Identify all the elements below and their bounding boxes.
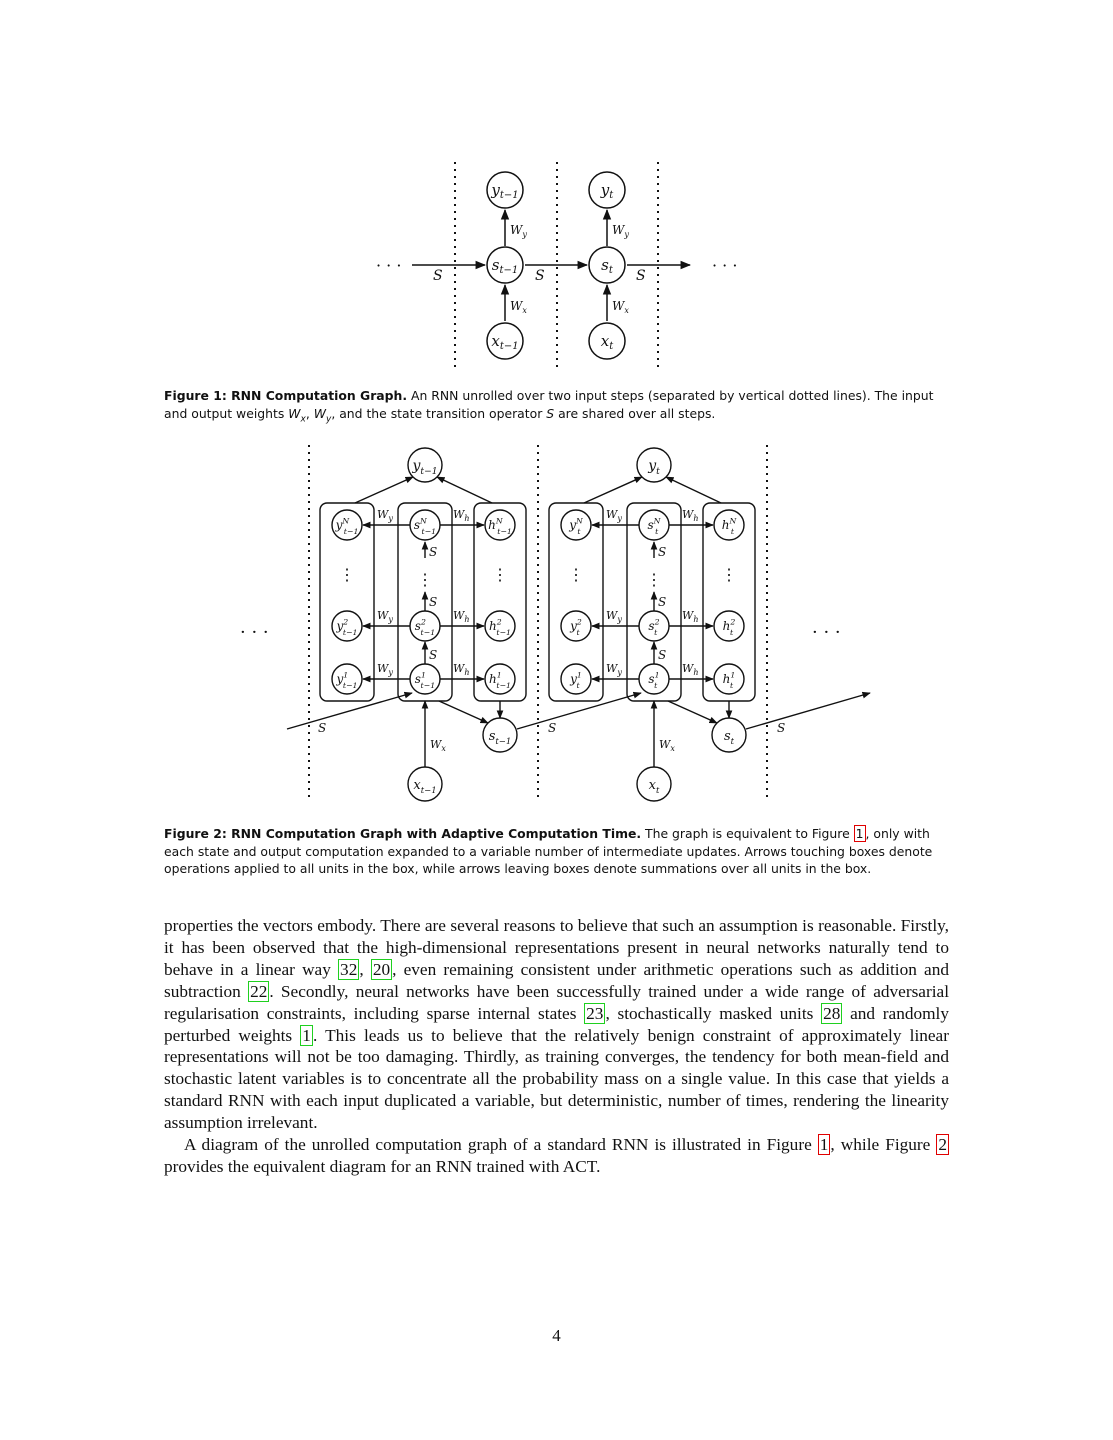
weight-wx-prev: $W_x$ (510, 299, 527, 315)
label-sk: $s^2$ t−1 (414, 617, 436, 637)
weight-wy: $W_y$ (377, 508, 393, 523)
citation-22[interactable]: 22 (250, 981, 268, 1001)
caption-label: Figure 1: RNN Computation Graph. (164, 388, 408, 403)
transition-s: S (658, 595, 667, 609)
label-yk: $y^1$ t (570, 670, 582, 690)
transition-s-3: S (636, 268, 646, 284)
label-yk: $y^N$ t (569, 516, 583, 536)
citation-28[interactable]: 28 (823, 1003, 841, 1023)
transition-s-3: S (777, 721, 786, 735)
transition-arrow-in (287, 693, 412, 729)
label-yk: $y^2$ t−1 (336, 617, 358, 637)
ellipsis-left: · · · (240, 622, 269, 643)
label-x-cur: $x_t$ (600, 332, 614, 352)
vdots-y: ⋮ (568, 565, 584, 584)
label-hk: $h^N$ t−1 (488, 516, 512, 536)
transition-s-2: S (548, 721, 557, 735)
paragraph-1: properties the vectors embody. There are several reasons to believe that such an assumption is reasonable. Firstly, it has been observed that the high-dimensional representations present in neural networks naturally tend to behave in a linear way 32 , 20 , even remaining consistent under arithmetic operations such as addition and subtraction 22 . Secondly, neural networks have been successfully trained under a wide range of adversarial regularisation constraints, including sparse internal states 23 , stochastically masked units 28 and randomly perturbed weights 1 . This leads us to believe that the relatively benign constraint of approximately linear representations will not be too damaging. Thirdly, as training converges, the tendency for both mean-field and stochastic latent variables is to concentrate all the probability mass on a single value. In this case that yields a standard RNN with each input duplicated a variable, but deterministic, number of times, rendering the linearity assumption irrelevant. (164, 916, 950, 1133)
weight-wy-cur: $W_y$ (612, 223, 629, 239)
ellipsis-right: · · · (712, 256, 738, 275)
vdots-y: ⋮ (339, 565, 355, 584)
page-number: 4 (552, 1326, 561, 1345)
citation-23[interactable]: 23 (586, 1003, 604, 1023)
label-sk: $s^1$ t−1 (414, 670, 436, 690)
weight-wy: $W_y$ (377, 609, 393, 624)
weight-wx: $W_x$ (659, 738, 675, 753)
transition-s: S (658, 648, 667, 662)
weight-wh: $W_h$ (453, 508, 470, 523)
label-y-cur: $y_t$ (600, 181, 614, 201)
label-hk: $h^1$ t (722, 670, 736, 690)
transition-s: S (429, 595, 438, 609)
figure-1-link[interactable]: 1 (819, 1135, 829, 1155)
label-final-prev: $s_{t-1}$ (488, 729, 512, 746)
label-hk: $h^1$ t−1 (489, 670, 511, 690)
label-y-cur: $y_t$ (648, 458, 660, 478)
weight-wy: $W_y$ (377, 662, 393, 677)
ellipsis-right: · · · (812, 622, 841, 643)
weight-wy: $W_y$ (606, 508, 622, 523)
paragraph-2: A diagram of the unrolled computation graph of a standard RNN is illustrated in Figure 1 , while Figure 2 provides the equivalent diagram for an RNN trained with ACT. (164, 1135, 947, 1176)
weight-wh: $W_h$ (682, 508, 699, 523)
ellipsis-left: · · · (376, 256, 402, 275)
transition-arrow-mid (517, 693, 641, 729)
transition-s: S (429, 648, 438, 662)
label-hk: $h^2$ t−1 (489, 617, 511, 637)
weight-wy: $W_y$ (606, 662, 622, 677)
weight-wx: $W_x$ (430, 738, 446, 753)
citation-32[interactable]: 32 (340, 959, 358, 979)
transition-s: S (658, 545, 667, 559)
label-x-prev: $x_{t-1}$ (413, 778, 437, 795)
citation-20[interactable]: 20 (372, 959, 391, 979)
label-y-prev: $y_{t-1}$ (491, 181, 519, 201)
label-yk: $y^1$ t−1 (336, 670, 358, 690)
label-sk: $s^N$ t (647, 516, 661, 536)
label-sk: $s^N$ t−1 (413, 516, 437, 536)
label-s-prev: $s_{t-1}$ (491, 256, 519, 276)
label-s-cur: $s_t$ (601, 256, 613, 276)
vdots-s: ⋮ (646, 570, 662, 589)
label-x-prev: $x_{t-1}$ (491, 332, 519, 352)
transition-arrow-out (746, 693, 870, 729)
figure-1-caption: Figure 1: RNN Computation Graph. An RNN unrolled over two input steps (separated by vertical dotted lines). The input and output weights $W_x$, $W_y$, and the state transition operator S are shared over all steps. (164, 388, 934, 425)
label-yk: $y^N$ t−1 (335, 516, 359, 536)
weight-wx-cur: $W_x$ (612, 299, 629, 315)
body-text (164, 915, 949, 1178)
weight-wh: $W_h$ (453, 662, 470, 677)
weight-wh: $W_h$ (453, 609, 470, 624)
label-hk: $h^N$ t (721, 516, 737, 536)
caption-label: Figure 2: RNN Computation Graph with Adaptive Computation Time. (164, 826, 642, 841)
label-x-cur: $x_t$ (648, 778, 660, 795)
label-yk: $y^2$ t (570, 617, 582, 637)
figure-2-caption: Figure 2: RNN Computation Graph with Adaptive Computation Time. The graph is equivalent to Figure 1 , only with each state and output computation expanded to a variable number of intermediate updates. Arrows touching boxes denote operations applied to all units in the box, while arrows leaving boxes denote summations over all units in the box. (164, 826, 933, 877)
label-hk: $h^2$ t (722, 617, 736, 637)
label-sk: $s^1$ t (648, 670, 660, 690)
vdots-s: ⋮ (417, 570, 433, 589)
label-sk: $s^2$ t (648, 617, 660, 637)
vdots-h: ⋮ (492, 565, 508, 584)
transition-s: S (429, 545, 438, 559)
transition-s-1: S (433, 268, 443, 284)
weight-wy-prev: $W_y$ (510, 223, 527, 239)
label-y-prev: $y_{t-1}$ (412, 458, 438, 478)
citation-1[interactable]: 1 (302, 1025, 311, 1045)
figure-1-link[interactable]: 1 (855, 826, 864, 841)
weight-wh: $W_h$ (682, 609, 699, 624)
vdots-h: ⋮ (721, 565, 737, 584)
figure-2-link[interactable]: 2 (938, 1135, 947, 1155)
transition-s-1: S (318, 721, 327, 735)
weight-wy: $W_y$ (606, 609, 622, 624)
transition-s-2: S (535, 268, 545, 284)
weight-wh: $W_h$ (682, 662, 699, 677)
label-final-cur: $s_t$ (723, 729, 735, 746)
